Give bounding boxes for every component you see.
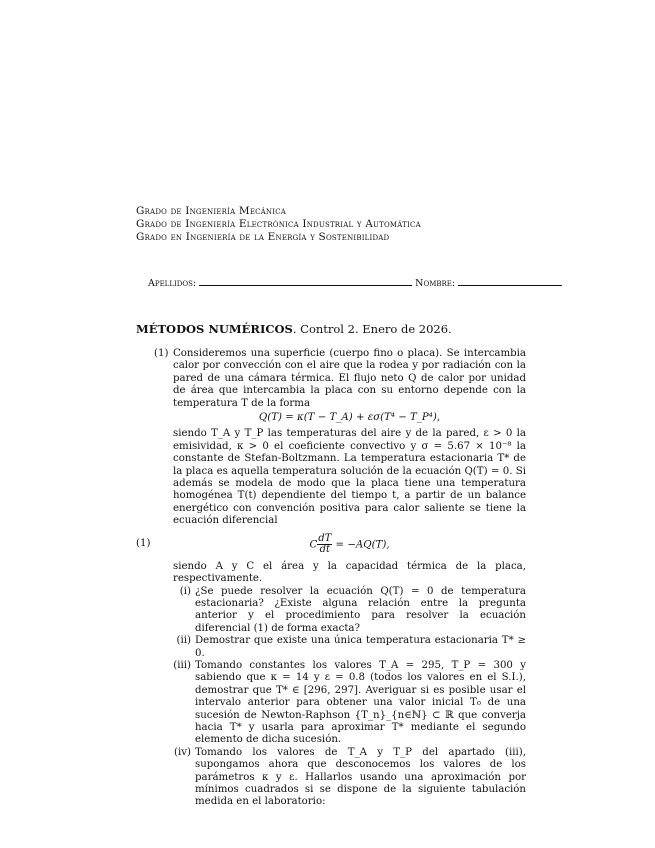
- part-iii-label: (iii): [173, 659, 191, 671]
- part-ii: [173, 635, 526, 660]
- derivative-numerator: dT: [318, 532, 332, 544]
- course-name: MÉTODOS NUMÉRICOS: [136, 322, 293, 336]
- part-ii-label: (ii): [176, 635, 191, 647]
- differential-equation: [136, 532, 526, 555]
- part-iv-label: (iv): [174, 746, 191, 758]
- surname-label: Apellidos:: [148, 278, 197, 289]
- part-i-text: ¿Se puede resolver la ecuación Q(T) = 0 de temperatura estacionaria? ¿Existe alguna relación entre la pregunta anterior y el procedimiento para resolver la ecuación diferencial (1) de forma exacta?: [195, 585, 526, 634]
- part-i-label: (i): [179, 585, 191, 597]
- part-ii-text: Demostrar que existe una única temperatura estacionaria T* ≥ 0.: [195, 635, 526, 659]
- equation-label: (1): [136, 537, 151, 549]
- problem-after-text: siendo A y C el área y la capacidad térmica de la placa, respectivamente.: [173, 560, 526, 585]
- problem-description: siendo T_A y T_P las temperaturas del aire y de la pared, ε > 0 la emisividad, κ > 0 el coeficiente convectivo y σ = 5.67 × 10⁻⁸ la constante de Stefan-Boltzmann. La temperatura estacionaria T* de la placa es aquella temperatura solución de la ecuación Q(T) = 0. Si además se modela de modo que la placa tiene una temperatura homogénea T(t) dependiente del tiempo t, a partir de un balance energético con convención positiva para calor saliente se tiene la ecuación diferencial: [173, 428, 526, 527]
- problem-number: (1): [154, 348, 169, 359]
- name-label: Nombre:: [415, 278, 456, 289]
- degree-line-mechanical: Grado de Ingeniería Mecánica: [136, 205, 287, 217]
- problem-body: [136, 348, 526, 809]
- problem-1: [136, 348, 526, 809]
- name-blank-line: [458, 276, 562, 286]
- part-iv: [173, 747, 526, 809]
- exam-title: [136, 322, 452, 336]
- part-iii: [173, 660, 526, 747]
- derivative-denominator: dt: [319, 543, 330, 555]
- heat-flux-equation: Q(T) = κ(T − T_A) + εσ(T⁴ − T_P⁴),: [258, 412, 441, 424]
- exam-subtitle: . Control 2. Enero de 2026.: [292, 322, 452, 336]
- degree-header: [136, 205, 421, 244]
- equation-capacity: C: [309, 539, 318, 551]
- equation-rhs: = −AQ(T),: [332, 539, 390, 551]
- degree-line-energy: Grado en Ingeniería de la Energía y Sostenibilidad: [136, 231, 390, 243]
- part-i: [173, 586, 526, 636]
- degree-line-electronic: Grado de Ingeniería Electrónica Industrial y Automática: [136, 218, 421, 230]
- student-name-row: [148, 276, 562, 289]
- part-iv-text: Tomando los valores de T_A y T_P del apartado (iii), supongamos ahora que desconocemos los valores de los parámetros κ y ε. Hallarlos usando una aproximación por mínimos cuadrados si se dispone de la siguiente tabulación medida en el laboratorio:: [195, 746, 526, 808]
- problem-intro: Consideremos una superficie (cuerpo fino o placa). Se intercambia calor por convección con el aire que la rodea y por radiación con la pared de una cámara térmica. El flujo neto Q de calor por unidad de área que intercambia la placa con su entorno depende con la temperatura T de la forma: [173, 348, 526, 409]
- surname-blank-line: [199, 276, 412, 286]
- derivative-fraction: [317, 534, 332, 555]
- part-iii-text: Tomando constantes los valores T_A = 295, T_P = 300 y sabiendo que κ = 14 y ε = 0.8 (todos los valores en el S.I.), demostrar que T* ∈ [296, 297]. Averiguar si es posible usar el intervalo anterior para obtener una valor inicial T₀ de una sucesión de Newton-Raphson {T_n}_{n∈ℕ} ⊂ ℝ que converja hacia T* y usarla para aproximar T* mediante el segundo elemento de dicha sucesión.: [195, 659, 526, 746]
